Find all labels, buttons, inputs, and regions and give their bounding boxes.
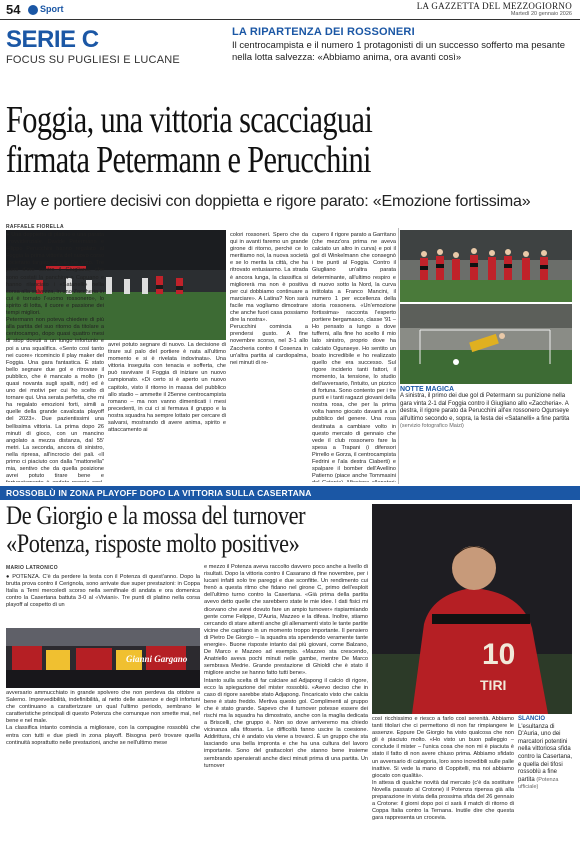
photo-caption-foggia (400, 386, 570, 431)
caption-text: A sinistra, il primo dei due gol di Petermann su punizione nella gara vinta 2-1 dal Foggia contro il Giugliano allo «Zaccheria». A destra, il rigore parato da Perucchini all'ex rossonero Ogunseye all'ultimo secondo e, sopra, la festa dei «Satanelli» a fine partita (servizio fotografico Maizi) (400, 393, 570, 430)
byline-2: MARIO LATRONICO (6, 565, 58, 571)
fan-banner: Gianni Gargano (126, 654, 188, 664)
page-number: 54 (6, 2, 21, 17)
photo-celebration (400, 230, 572, 302)
issue-date: Martedì 20 gennaio 2026 (510, 11, 572, 17)
article-column-4: cupero il rigore parato a Garritano (che mezz'ora prima ne aveva calciato un altro in curva) e poi il gol di Winkelmann che consegnò i tre punti al Foggia. Contro il Giugliano un'altra parata determinante, all'ultimo respiro e di nuovo sotto la Nord, la curva intitolata a Franco Mancini, il numero 1 per eccellenza della storia rossonera. «Un'emozione fortissima» racconta l'esperto portiere bergamasco, classe '91 – Ho pensato a lungo a dove tufferni, alla fine ho scelto il mio lato sinistro, proprio dove ha calciato Ogunseye. Ho sentito un boato incredibile e ho realizzato quello che era successo. Sul rigore inciderio tanti fattori, il momento, la tensione, lo studio dell'avversario, l'intuito, un pizzico di fortuna. Sono contento per i tre punti e i tanti ragazzi giovani della nostra rosa, che per la prima volta hanno giocato davanti a un pubblico del genere. Una rosa destinata a cambiare volto in questo mercato di gennaio che vede il club rossonero fare la spesa a Trapani (i difensori Pirrello e Gorza, il centrocampista Fedrini e l'ala destra Ciaberti) e spalpare il bomber dell'Avellino Patierno (piace anche Tommasini (312, 232, 396, 480)
jersey-name: TIRI (480, 677, 507, 693)
article2-column-2: avversario ammucchiato in grande spolvero che non perdeva da ottobre a Salerno. Imprevedibilità, indefinibilità, al netto delle assenze e degli infortuni che continuano a caratterizzare un qual l'ultimo periodo, sembrano le caratteristiche principali di questo Potenza che comunque non smette mai, nel bene e nel male. La classifica intanto comincia a migliorare, con la compagine rossoblù che entra con tutti e due piedi in zona playoff. Bisogna però trovare quella continuità soprattutto nelle prestazioni, anche se nell'ultimo mese (6, 690, 200, 746)
article2-column-3: e mezzo il Potenza aveva raccolto davvero poco anche a livello di risultati. Dopo la vittoria contro il Casarano di fine novembre, per i lucani infatti solo tre pareggi e due sconfitte. Un rendimento cui frenò a questa ritmo che fidano nel girone C, primo dell'esploit dell'ultimo turno contro la Casertana. «Già prima della partita avevo detto quelle che sarebbero state le mie idee. I dati fisici mi dicevano che avrei dovuto fare un ampio turnover» rispiarmiando gente come Felippe, D'Auria, Mazzeo e la difesa. Inoltre, stiamo cercando di stare attenti anche gli allenamenti visto le tante partite vicine che capitano in un momento troppo importante. Il pensiero di Pietro De Giorgio – la squadra sta spendendo veramente tante energie». Buone risposte intanto dai più giovani, come Balzano, De Marco e Mazzeo ad esempio. «Mazzeo sta crescendo, Anatriello aveva pochi minuti nelle gambe, mentre De Marco sembrava Medrie. Grande prestazione di Ghioldi che è stato il migliore anche se hanno fatto tutti bene». Intanto sulla scelta di far calciare ad Adjapong il calcio di rigore, ecco la spiegazione del mister rossoblù. «Avevo deciso che in caso di rigore sarebbe stato Adjapong. l'incaricato visto che calcia bene è stato freddo. Mertiva questo gol. Complimenti al gruppo che è stato grande. Sapevo che il turnover potesse essere dei rischi ma la squadra ha dimostrato, anche con la maglia dedicata a Briscelli, che gruppo è. Non so dove arriveremo ma chiedo vicinanza alla tifoseria. Le difficoltà fanno uscire la coesione. Addirittura, chi è andato via viene a trovarci. È un gruppo che sta lasciando una bella impronta e che ha una cultura del lavoro importante. Sono del grattacolori che stanno bene insieme sembrando spensierati anche dieci minuti prima di una partita. Un turnover (204, 564, 368, 769)
photo-caption-potenza: SLANCIO L'esultanza di D'Auria, uno dei marcatori potentini nella vittoriosa sfida contro la Casertana, e quella dei tifosi rossoblù a fine partita (Potenza ufficiale) (518, 716, 573, 791)
section-tag: Sport (28, 4, 64, 15)
page-header (0, 0, 580, 20)
photo-potenza-fans (6, 628, 200, 688)
main-deck: Play e portiere decisivi con doppietta e rigore parato: «Emozione fortissima» (6, 193, 531, 210)
sport-logo-icon (28, 5, 38, 15)
article2-column-1: ● POTENZA. C'è da perdere la testa con il Potenza di quest'anno. Dopo la brutta prova contro il Cerignola, sono arrivate due super prestazioni: in Coppa Italia a Terni mercoledì scorso nella semifinale di andata e ora domenica contro la Casertana battuta 3-0 al «Viviani». Tre punti di platino nella corsa playoff al cospetto di un (6, 574, 200, 609)
jersey-number: 10 (482, 638, 516, 671)
kicker-text: Il centrocampista e il numero 1 protagonisti di un successo sofferto ma pesante nella lotta salvezza: «Abbiamo anima, ora avanti così» (232, 40, 566, 63)
article2-column-4: così ricchissimo e riesco a farlo così serenità. Abbiamo tanti titolari che ci permettono di non far rimpiangere le assenze. Eppure De Giorgio ha visto qualcosa che non gli è piaciuto molto. «Ho visto un buon palleggio – conclude il mister – l'unica cosa che non mi è piaciuta è stato il fatto di non avere chiuso prima. Abbiamo sfidato un avversario di categoria, loro sono incredibili sulle palle inattive. Si vede la mano di Coppitelli, ma noi abbiamo giocato con qualità». In attesa di qualche novità dal mercato (c'è da sostituire Novella passato al Crotone) il Potenza ripensa già alla preparazione in vista della prossima sfida del 26 gennaio a Crotone: il giorni dopo poi ci sarà il match di ritorno di Coppa Italia contro la Ternana. Inutile dire che questa gara rappresenta un crocevia. (372, 716, 514, 822)
section-subtitle: FOCUS SU PUGLIESI E LUCANE (6, 54, 180, 66)
photo-perucchini-save (400, 304, 572, 384)
newspaper-name: LA GAZZETTA DEL MEZZOGIORNO (416, 1, 572, 11)
article-column-2: avrei potuto segnare di nuovo. La decisione di tirare sul palo del portiere è nata all'ultimo momento e si è rivelata indovinata». Una vittoria inseguita con tenacia e sofferta, che può ravvivare il Foggia di iniziare un nuovo campionato. «Di certo si è aperto un nuovo capitolo, visto il ritorno in massa del pubblico allo stadio – ammette il 25enne centrocampista romano – ma non vanno dimenticati i mesi precedenti, in cui ci si fermava il gruppo e la nostra squadra ha sempre lottato per cercare di salvarsi, mostrando di avere anima, spirito e attaccamento ai (108, 342, 226, 434)
photo-dauria-celebration (372, 504, 572, 714)
kicker-title: LA RIPARTENZA DEI ROSSONERI (232, 26, 415, 38)
sidebar-kicker (232, 26, 572, 64)
column-divider (398, 228, 399, 484)
secondary-headline: De Giorgio e la mossa del turnover «Potenza, risposte molto positive» (6, 501, 306, 558)
section-band: ROSSOBLÙ IN ZONA PLAYOFF DOPO LA VITTORIA SULLA CASERTANA (0, 486, 580, 500)
main-headline: Foggia, una vittoria scacciaguai firmata Petermann e Perucchini (6, 99, 373, 181)
article-column-1: ● Una doppietta di platino e una parata provvidenziale. Davide Petermann e Filippo Perucchini hanno regalato al Foggia la prima vittoria del nuovo corso societario targato Casillo-De Vitto. Tre punti d'oro contro il Giugliano, che sono costati la panchina a Capuano e hanno rilanciato i «Satanelli» nella corsa alla salvezza, in uno Zaccheria in cui è tornato l'«uomo rossonero», lo spirito di lotta, il cuore e passione dei tempi migliori. Petermann non poteva chiedere di più alla partita del suo ritorno da titolare a centrocampo, dopo quasi quattro mesi di stop dovuti a un lungo infortunio e poi a una squalifica. «Sento così tanto nei cuore» ricomincio il play maker del Foggia. Una gara fantastica. È stato bello segnare due gol e ritrovare il pubblico, che è mancato a molto (in quasi novanta sugli spalti, ndr) ed è uno dei motivi per cui ho scelto di tornare qui. Una serata perfetta, che mi ha regalato emozioni forti, simili a quelle della grande cavalcata playoff del 2023». Due pazientissimi una bellissima vittoria. La prima dopo 26 minuti di gioco, con un mancino angolato a mezza distanza, dal 55' metri. La seconda, ancora di sinistro, nella ripresa, all'incrocio dei pali. «Il primo ci piaciuto con dalla "mattonella" mia, sentivo che da quella posizione avrei potuto tirare bene e (6, 232, 104, 480)
caption-title: NOTTE MAGICA (400, 386, 455, 393)
section-title: SERIE C (6, 26, 99, 53)
byline: RAFFAELE FIORELLA (6, 224, 64, 230)
article-column-3: colori rossoneri. Spero che da qui in avanti faremo un grande girone di ritorno, perché ce lo meritiamo noi, la nuova società e se lo merita la città, che ha ritrovato entusiasmo. La strada è ancora lunga, la classifica si migliorerà ma non è positiva per cui dobbiamo continuare a marciare». A Latina? Non sarà facile ma vogliamo dimostrare che anche fuori casa possiamo dire la nostra». Perucchini comincia a prendersi gusto. A fine novembre scorso, nel 3-1 allo Zaccheria contro il Cosenza in un'altra partita al cardiopalma, nei minuti di re- (230, 232, 308, 366)
